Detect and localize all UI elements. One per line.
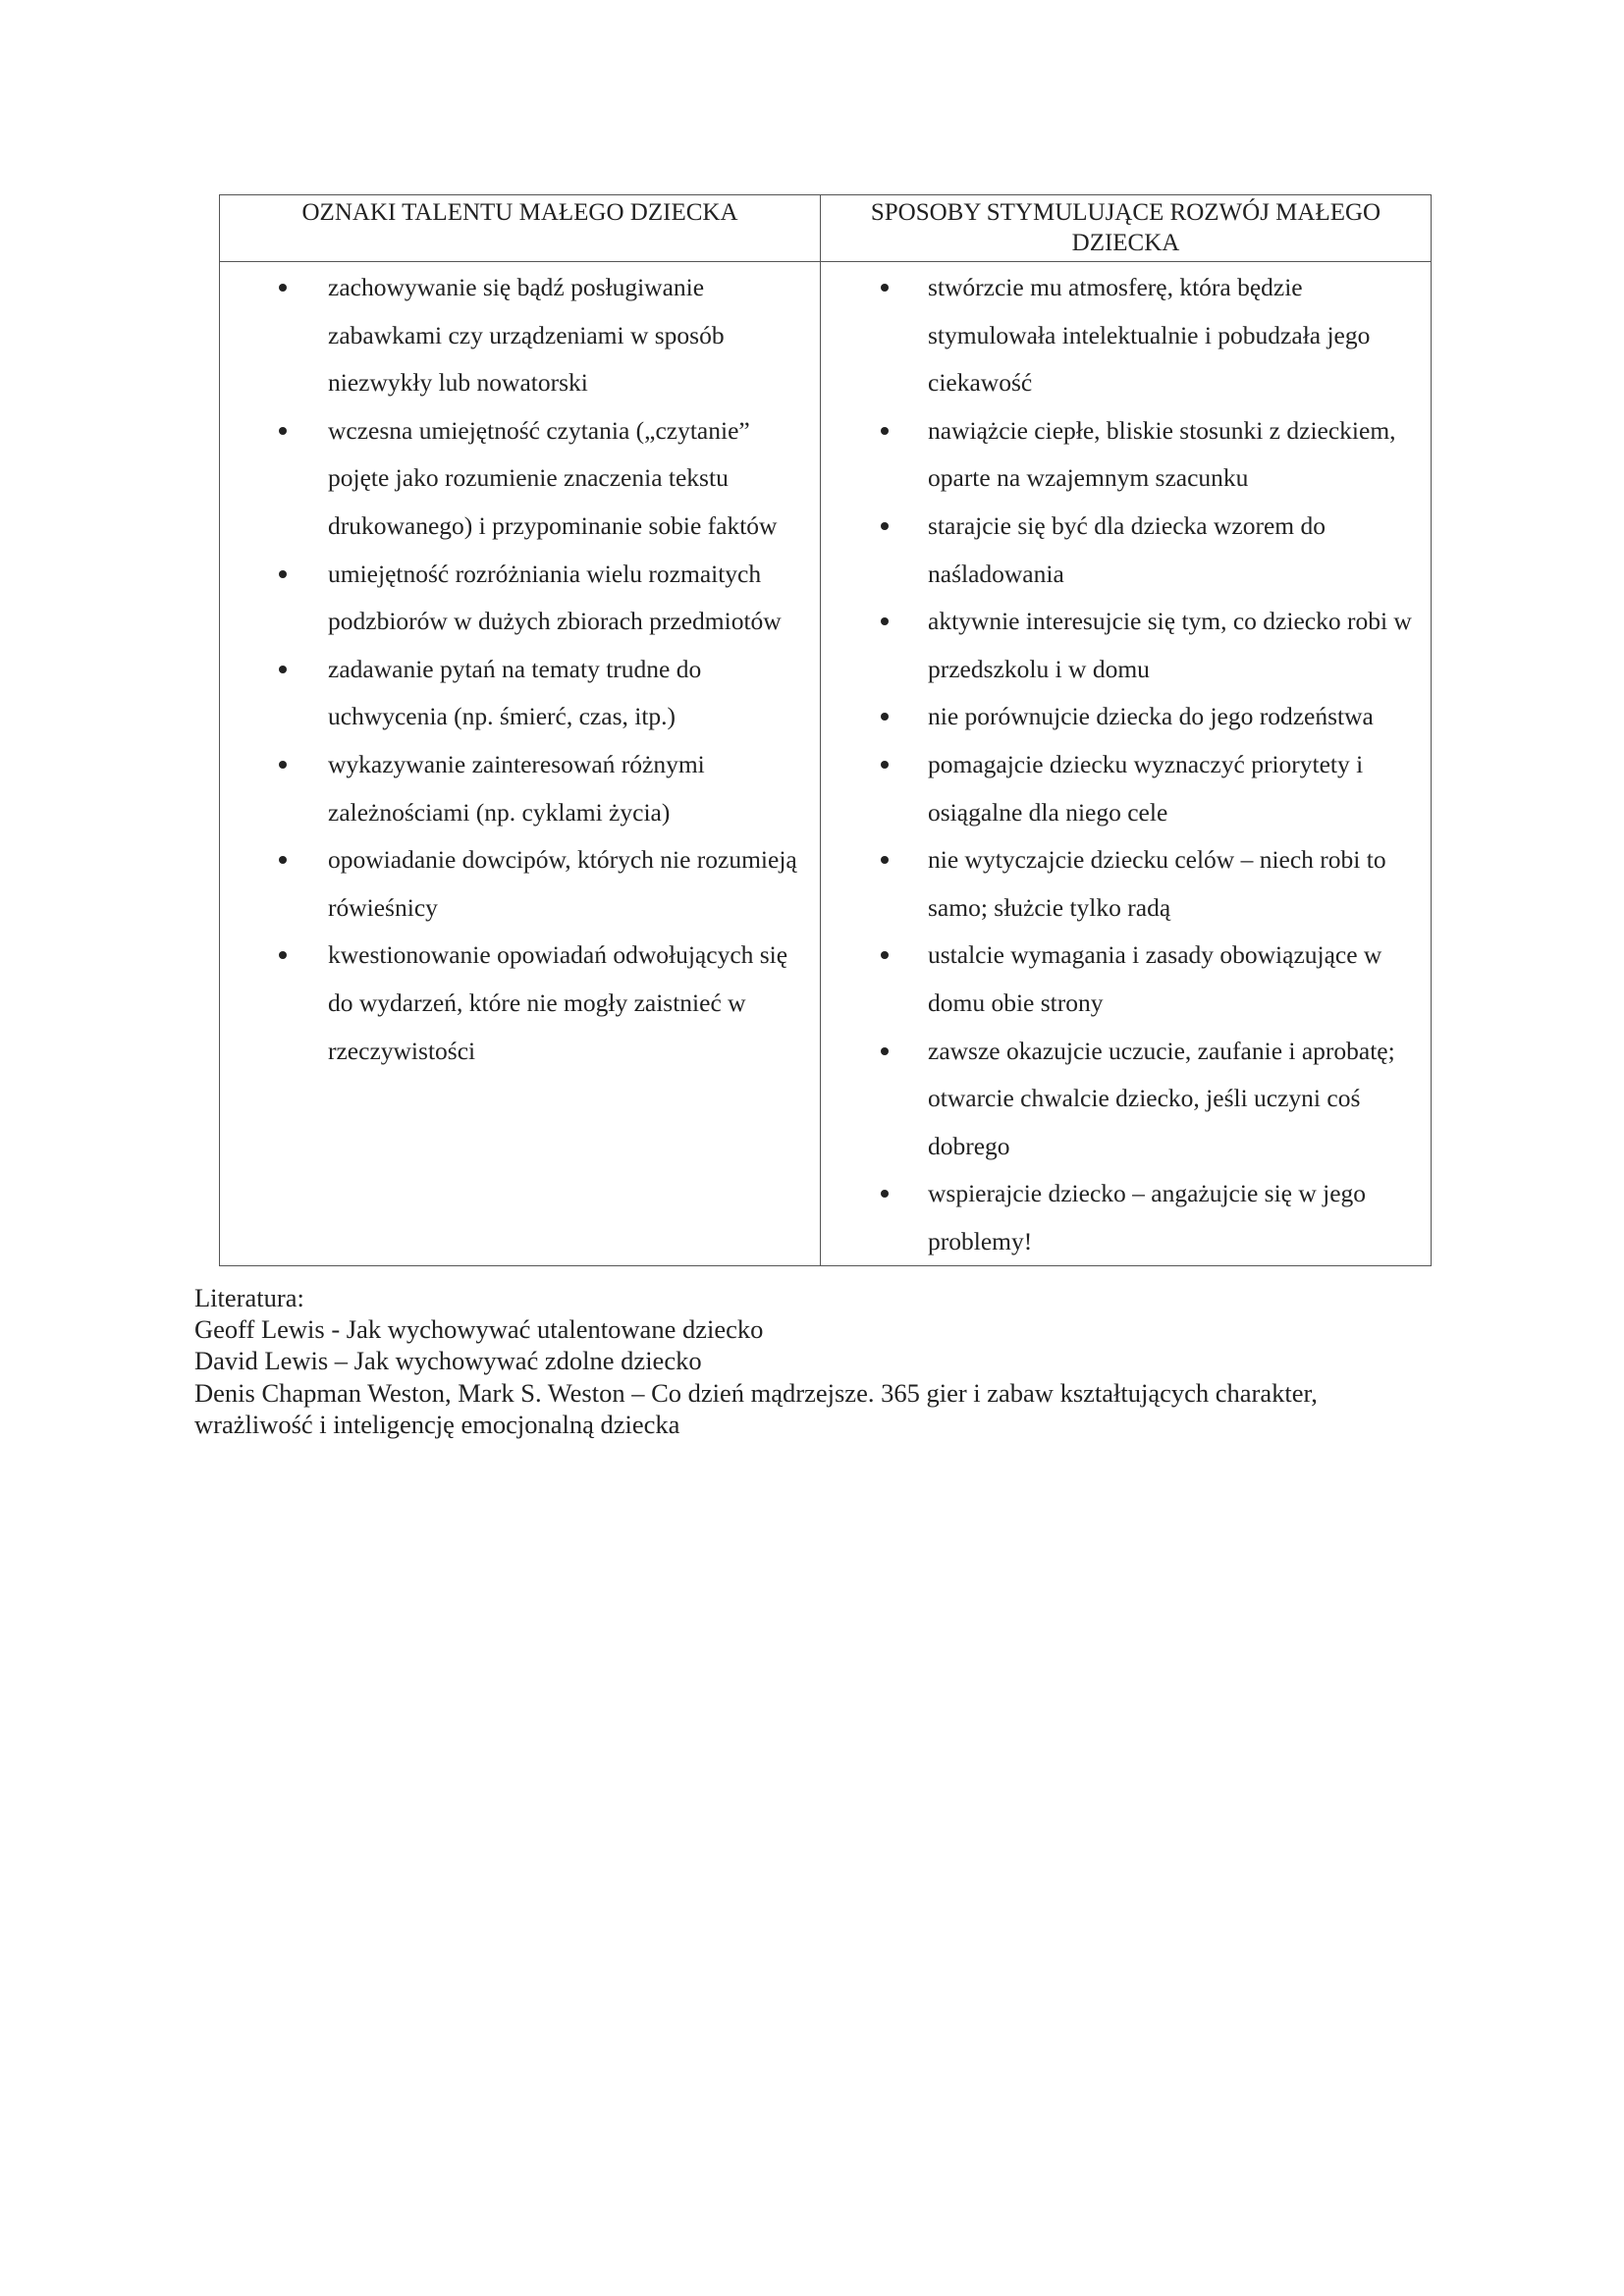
bullet-icon	[881, 713, 889, 721]
talent-signs-cell	[220, 262, 821, 1266]
list-item	[821, 407, 1423, 503]
list-item	[220, 646, 812, 741]
bullet-icon	[279, 856, 287, 864]
list-item-text: zawsze okazujcie uczucie, zaufanie i aprobatę; otwarcie chwalcie dziecko, jeśli uczyni coś dobrego	[928, 1036, 1395, 1160]
list-item-text: nie porównujcie dziecka do jego rodzeństwa	[928, 702, 1374, 731]
stimulation-methods-cell	[821, 262, 1432, 1266]
bullet-icon	[881, 1190, 889, 1198]
header-stimulation-methods: SPOSOBY STYMULUJĄCE ROZWÓJ MAŁEGO DZIECKA	[821, 195, 1432, 262]
list-item	[821, 1028, 1423, 1171]
list-item	[220, 741, 812, 836]
bullet-icon	[881, 522, 889, 530]
list-item-text: aktywnie interesujcie się tym, co dziecko robi w przedszkolu i w domu	[928, 607, 1412, 683]
list-item-text: nie wytyczajcie dziecku celów – niech robi to samo; służcie tylko radą	[928, 845, 1386, 922]
bullet-icon	[279, 666, 287, 673]
list-item	[821, 932, 1423, 1027]
list-item-text: stwórzcie mu atmosferę, która będzie stymulowała intelektualnie i pobudzała jego ciekawość	[928, 273, 1371, 398]
literature-heading: Literatura:	[194, 1283, 304, 1312]
bullet-icon	[279, 761, 287, 769]
bullet-icon	[881, 1047, 889, 1055]
list-item-text: umiejętność rozróżniania wielu rozmaitych podzbiorów w dużych zbiorach przedmiotów	[328, 559, 782, 636]
list-item-text: wspierajcie dziecko – angażujcie się w jego problemy!	[928, 1179, 1367, 1255]
list-item	[821, 1170, 1423, 1265]
literature-entry: David Lewis – Jak wychowywać zdolne dziecko	[194, 1346, 702, 1376]
bullet-icon	[881, 617, 889, 625]
list-item-text: kwestionowanie opowiadań odwołujących się do wydarzeń, które nie mogły zaistnieć w rzeczywistości	[328, 940, 788, 1065]
list-item-text: zachowywanie się bądź posługiwanie zabawkami czy urządzeniami w sposób niezwykły lub nowatorski	[328, 273, 725, 398]
list-item-text: wczesna umiejętność czytania („czytanie” pojęte jako rozumienie znaczenia tekstu drukowanego) i przypominanie sobie faktów	[328, 415, 778, 540]
list-item-text: pomagajcie dziecku wyznaczyć priorytety i osiągalne dla niego cele	[928, 749, 1364, 827]
bullet-icon	[881, 284, 889, 292]
header-talent-signs: OZNAKI TALENTU MAŁEGO DZIECKA	[220, 195, 821, 262]
table-header-row	[220, 195, 1432, 262]
bullet-icon	[881, 761, 889, 769]
list-item	[821, 836, 1423, 932]
bullet-icon	[279, 284, 287, 292]
list-item	[821, 264, 1423, 407]
bullet-icon	[279, 951, 287, 959]
table-body-row	[220, 262, 1432, 1266]
list-item	[821, 598, 1423, 693]
list-item	[821, 741, 1423, 836]
list-item-text: wykazywanie zainteresowań różnymi zależnościami (np. cyklami życia)	[328, 749, 705, 827]
list-item	[220, 264, 812, 407]
bullet-icon	[881, 427, 889, 435]
bullet-icon	[881, 951, 889, 959]
list-item	[220, 407, 812, 551]
list-item-text: zadawanie pytań na tematy trudne do uchwycenia (np. śmierć, czas, itp.)	[328, 654, 702, 731]
bullet-icon	[279, 570, 287, 578]
list-item	[220, 551, 812, 646]
stimulation-methods-list	[821, 262, 1431, 1265]
list-item-text: nawiążcie ciepłe, bliskie stosunki z dzieckiem, oparte na wzajemnym szacunku	[928, 415, 1396, 493]
list-item	[821, 503, 1423, 598]
list-item-text: opowiadanie dowcipów, których nie rozumieją rówieśnicy	[328, 845, 797, 922]
bullet-icon	[881, 856, 889, 864]
talent-table	[219, 194, 1432, 1266]
list-item	[821, 693, 1423, 741]
list-item-text: ustalcie wymagania i zasady obowiązujące w domu obie strony	[928, 940, 1382, 1017]
literature-section	[194, 1282, 1432, 1440]
list-item-text: starajcie się być dla dziecka wzorem do naśladowania	[928, 510, 1326, 588]
literature-entry: Geoff Lewis - Jak wychowywać utalentowane dziecko	[194, 1314, 764, 1345]
list-item	[220, 932, 812, 1075]
list-item	[220, 836, 812, 932]
talent-signs-list	[220, 262, 820, 1087]
bullet-icon	[279, 427, 287, 435]
literature-entry: Denis Chapman Weston, Mark S. Weston – Co dzień mądrzejsze. 365 gier i zabaw kształtujących charakter, wrażliwość i inteligencję emocjonalną dziecka	[194, 1377, 1318, 1439]
